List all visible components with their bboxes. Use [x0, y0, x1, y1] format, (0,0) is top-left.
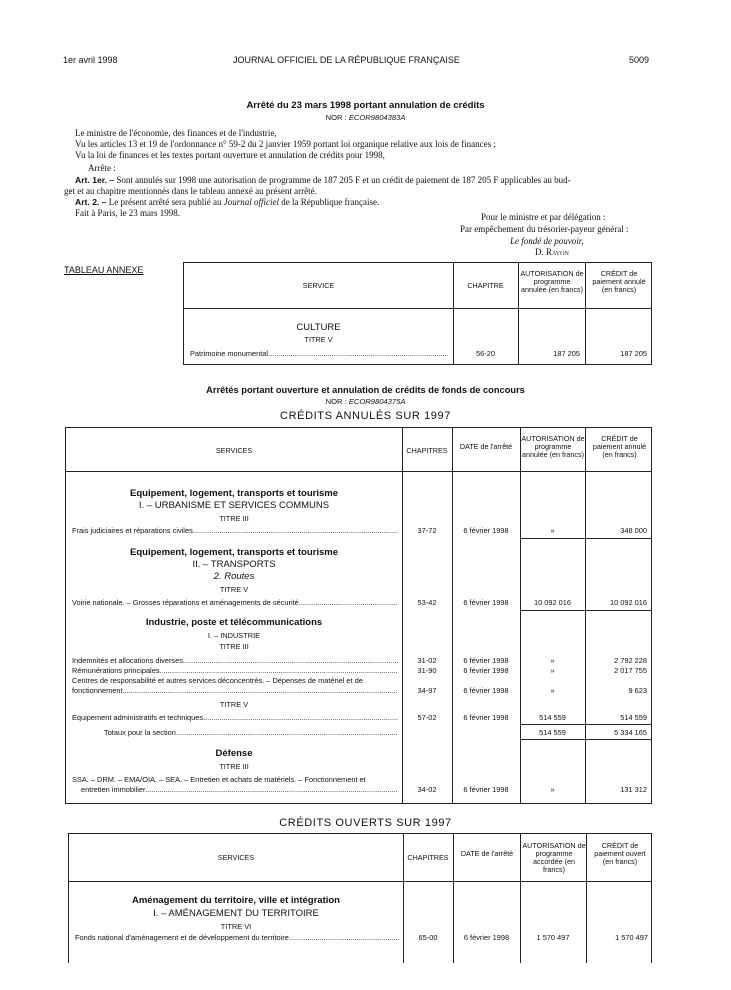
- section-amenagement: I. – AMÉNAGEMENT DU TERRITOIRE: [153, 908, 319, 919]
- signature-line-1: Pour le ministre et par délégation :: [481, 212, 606, 222]
- row-date: 6 février 1998: [463, 933, 510, 942]
- row-autorisation: 10 092 016: [534, 598, 571, 607]
- titre-v: TITRE V: [219, 585, 249, 594]
- art2-text: Le présent arrêté sera publié au: [106, 197, 224, 207]
- credits-ouverts-title: CRÉDITS OUVERTS SUR 1997: [279, 817, 452, 829]
- signature-line-2: Par empêchement du trésorier-payeur général :: [460, 224, 629, 234]
- credits-annules-table: [65, 427, 652, 804]
- nor-code: ECOR9804383A: [348, 113, 406, 122]
- art2-label: Art. 2. –: [75, 197, 107, 207]
- row-chapitre: 34-97: [417, 686, 437, 695]
- row-credit: 348 000: [620, 526, 647, 535]
- row-credit: 10 092 016: [610, 598, 647, 607]
- row-chapitre: 31-02: [417, 656, 437, 665]
- arrete1-line-1: Le ministre de l'économie, des finances et de l'industrie,: [75, 128, 277, 138]
- titre-vi: TITRE VI: [220, 922, 252, 931]
- row-date: 6 février 1998: [463, 598, 509, 607]
- row-label: Equipement administratifs et techniques .....: [72, 712, 398, 723]
- art1-continuation: get et au chapitre mentionnés dans le tableau annexé au présent arrêté.: [64, 186, 317, 196]
- nor-prefix: NOR :: [325, 397, 349, 406]
- annexe-table: [183, 262, 652, 365]
- fait-a-paris: Fait à Paris, le 23 mars 1998.: [75, 208, 180, 218]
- table-row: [66, 685, 651, 696]
- th-services: SERVICES: [215, 446, 253, 455]
- row-credit: 131 312: [620, 785, 647, 794]
- ministry-equipement-2: Equipement, logement, transports et tourisme: [130, 547, 338, 558]
- row-label: Indemnités et allocations diverses .....: [72, 655, 398, 666]
- row-label: Voirie nationale. – Grosses réparations et aménagements de sécurité .....: [72, 597, 398, 608]
- art1-text: Sont annulés sur 1998 une autorisation de programme de 187 205 F et un crédit de paiement de 187 205 F applicables au bud-: [114, 175, 571, 185]
- arrete1-nor: [0, 113, 731, 122]
- signature-name: D. Rayon: [535, 247, 569, 257]
- signature-line-3: Le fondé de pouvoir,: [510, 236, 584, 246]
- th-credit: CRÉDIT de paiement annulé (en francs): [592, 269, 646, 294]
- ministry-amenagement: Aménagement du territoire, ville et intégration: [132, 895, 340, 906]
- art2-end: de la République française.: [278, 197, 380, 207]
- titre-v: TITRE V: [304, 335, 333, 344]
- titre-iii: TITRE III: [219, 642, 249, 651]
- row-label: Frais judiciaires et réparations civiles .....: [72, 525, 398, 536]
- th-credit: CRÉDIT de paiement ouvert (en francs): [594, 841, 646, 866]
- tableau-annexe-label: TABLEAU ANNEXE: [64, 265, 144, 275]
- th-service: SERVICE: [302, 281, 335, 290]
- th-date: DATE de l'arrêté: [460, 849, 514, 858]
- page-number: 5009: [629, 55, 650, 65]
- table-row: [66, 597, 651, 608]
- arrete1-arrete: Arrête :: [88, 163, 116, 173]
- arrete1-line-2: Vu les articles 13 et 19 de l'ordonnance n° 59-2 du 2 janvier 1959 portant loi organique relative aux lois de finances ;: [75, 139, 496, 149]
- row-credit: 2 792 228: [614, 656, 647, 665]
- row-credit: 2 017 755: [614, 666, 647, 675]
- row-autorisation: »: [550, 656, 555, 665]
- totaux-label: Totaux pour la section .....: [104, 727, 398, 738]
- section-transports: II. – TRANSPORTS: [192, 559, 276, 570]
- th-autorisation: AUTORISATION de programme annulée (en francs): [520, 269, 584, 294]
- table-row: [66, 784, 651, 795]
- row-chapitre: 37-72: [417, 526, 437, 535]
- article-2: [75, 197, 379, 208]
- journal-title: JOURNAL OFFICIEL DE LA RÉPUBLIQUE FRANÇAISE: [233, 55, 460, 65]
- row-label-first-line: SSA. – DRM. – EMA/OIA. – SEA. – Entretien et achats de matériels. – Fonctionnement et: [72, 775, 366, 784]
- ministry-equipement-1: Equipement, logement, transports et tourisme: [130, 488, 338, 499]
- row-autorisation: »: [550, 526, 555, 535]
- arrete2-title: Arrêtés portant ouverture et annulation de crédits de fonds de concours: [206, 385, 525, 395]
- table-row: [66, 712, 651, 723]
- row-chapitre: 53-42: [417, 598, 437, 607]
- titre-iii: TITRE III: [219, 514, 249, 523]
- th-chapitres: CHAPITRES: [407, 853, 449, 862]
- table-row: [184, 348, 651, 359]
- row-date: 6 février 1998: [463, 526, 509, 535]
- titre-iii: TITRE III: [219, 762, 249, 771]
- section-culture: CULTURE: [296, 322, 341, 333]
- th-date: DATE de l'arrêté: [459, 442, 513, 451]
- titre-v: TITRE V: [219, 700, 249, 709]
- th-autorisation: AUTORISATION de programme annulée (en francs): [521, 434, 585, 459]
- totaux-autorisation: 514 559: [539, 728, 566, 737]
- row-label: fonctionnement .....: [72, 685, 398, 696]
- row-chapitre: 57-02: [417, 713, 437, 722]
- row-chapitre: 56-20: [476, 349, 495, 358]
- row-credit: 514 559: [620, 713, 647, 722]
- credits-annules-title: CRÉDITS ANNULÉS SUR 1997: [280, 410, 451, 422]
- credits-ouverts-table: [68, 833, 652, 963]
- arrete2-nor: [0, 397, 731, 406]
- section-industrie: I. – INDUSTRIE: [207, 631, 261, 640]
- row-label: Fonds national d'aménagement et de développement du territoire .....: [75, 932, 399, 943]
- th-autorisation: AUTORISATION de programme accordée (en francs): [522, 841, 586, 874]
- row-autorisation: »: [550, 686, 555, 695]
- row-credit: 9 623: [628, 686, 647, 695]
- row-date: 6 février 1998: [463, 713, 509, 722]
- art1-label: Art. 1er. –: [75, 175, 115, 185]
- row-autorisation: 187 205: [553, 349, 580, 358]
- row-autorisation: 1 570 497: [536, 933, 570, 942]
- row-date: 6 février 1998: [463, 785, 509, 794]
- row-chapitre: 31-90: [417, 666, 437, 675]
- row-label-first-line: Centres de responsabilité et autres services déconcentrés. – Dépenses de matériel et de: [72, 676, 363, 685]
- totaux-row: [66, 727, 651, 738]
- th-chapitre: CHAPITRE: [467, 281, 504, 290]
- totaux-credit: 5 334 165: [614, 728, 647, 737]
- row-credit: 1 570 497: [615, 933, 648, 942]
- th-credit: CRÉDIT de paiement annulé (en francs): [592, 434, 647, 459]
- row-credit: 187 205: [620, 349, 647, 358]
- art2-journal: Journal officiel: [223, 197, 279, 207]
- row-chapitre: 65-00: [418, 933, 438, 942]
- arrete1-line-3: Vu la loi de finances et les textes portant ouverture et annulation de crédits pour 1998,: [75, 150, 385, 160]
- row-autorisation: »: [550, 666, 555, 675]
- ministry-industrie: Industrie, poste et télécommunications: [145, 617, 323, 628]
- row-label: Patrimoine monumental .....: [190, 348, 449, 359]
- th-chapitres: CHAPITRES: [406, 446, 448, 455]
- row-label: entretien immobilier .....: [81, 784, 398, 795]
- row-chapitre: 34-02: [417, 785, 437, 794]
- ministry-defense: Défense: [215, 748, 253, 759]
- table-row: [69, 932, 651, 943]
- row-date: 6 février 1998: [463, 666, 509, 675]
- row-label: Rémunérations principales .....: [72, 665, 398, 676]
- arrete1-title: Arrêté du 23 mars 1998 portant annulation de crédits: [246, 100, 485, 111]
- row-autorisation: »: [550, 785, 555, 794]
- section-urbanisme: I. – URBANISME ET SERVICES COMMUNS: [138, 500, 330, 511]
- subsection-routes: 2. Routes: [213, 571, 255, 582]
- table-row: [66, 525, 651, 536]
- header-date: 1er avril 1998: [63, 55, 118, 65]
- row-date: 6 février 1998: [463, 656, 509, 665]
- nor-prefix: NOR :: [325, 113, 349, 122]
- row-autorisation: 514 559: [539, 713, 566, 722]
- th-services: SERVICES: [217, 853, 255, 862]
- row-date: 6 février 1998: [463, 686, 509, 695]
- nor-code: ECOR9804375A: [348, 397, 406, 406]
- article-1: [75, 175, 571, 186]
